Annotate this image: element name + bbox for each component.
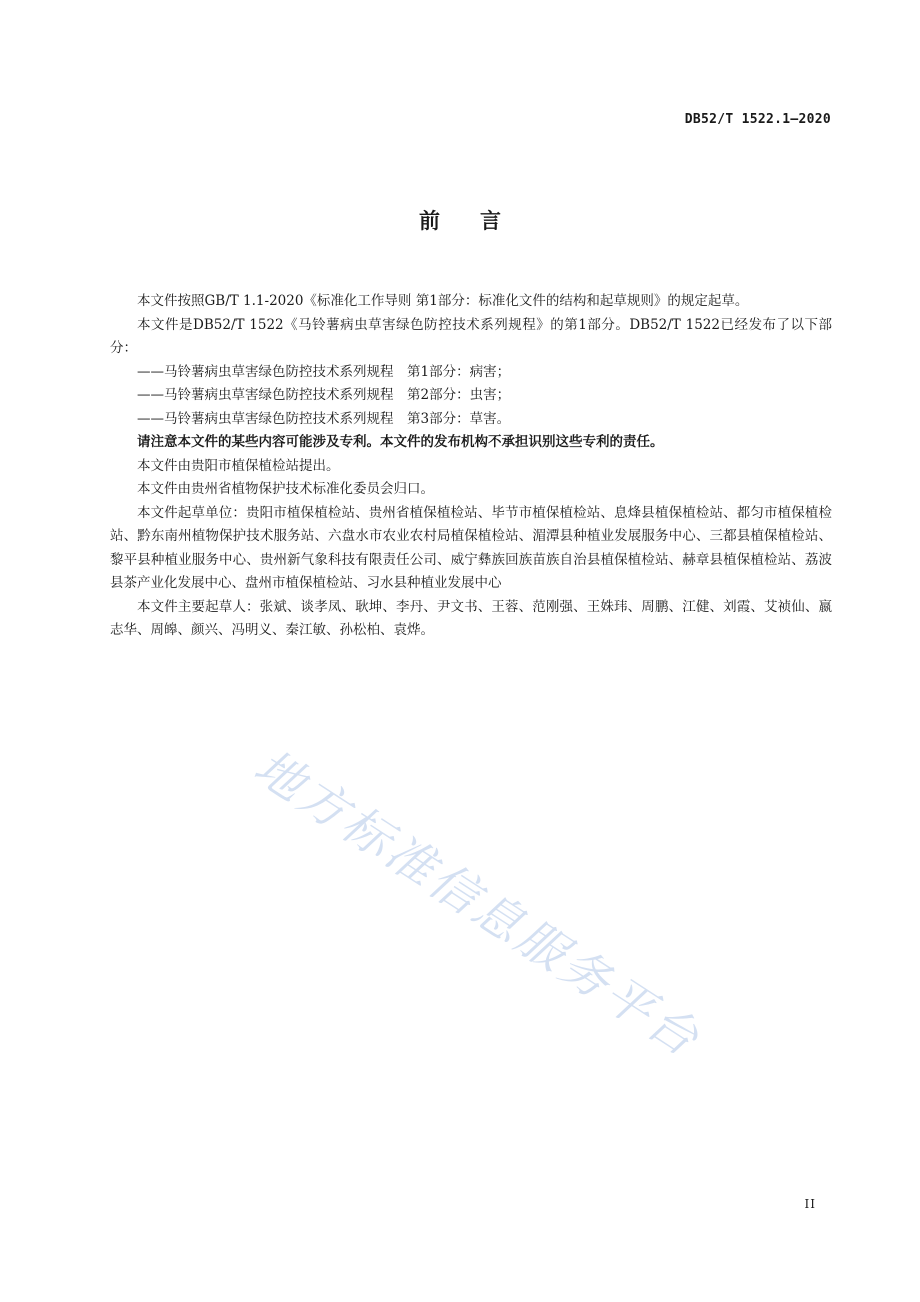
paragraph: 本文件是DB52/T 1522《马铃薯病虫草害绿色防控技术系列规程》的第1部分。DB52/T 1522已经发布了以下部分：: [110, 316, 832, 356]
drafters: 本文件主要起草人：张斌、谈孝凤、耿坤、李丹、尹文书、王蓉、范刚强、王姝玮、周鹏、江健、刘霞、艾祯仙、嬴志华、周皞、颜兴、冯明义、秦江敏、孙松柏、袁烨。: [110, 598, 832, 638]
drafting-units: 本文件起草单位：贵阳市植保植检站、贵州省植保植检站、毕节市植保植检站、息烽县植保植检站、都匀市植保植检站、黔东南州植物保护技术服务站、六盘水市农业农村局植保植检站、湄潭县种植业发展服务中心、三都县植保植检站、黎平县种植业服务中心、贵州新气象科技有限责任公司、威宁彝族回族苗族自治县植保植检站、赫章县植保植检站、荔波县茶产业化发展中心、盘州市植保植检站、习水县种植业发展中心: [110, 504, 832, 591]
paragraph: 本文件按照GB/T 1.1-2020《标准化工作导则 第1部分：标准化文件的结构和起草规则》的规定起草。: [137, 293, 749, 309]
paragraph: 本文件由贵阳市植保植检站提出。: [137, 457, 340, 474]
list-item: ——马铃薯病虫草害绿色防控技术系列规程 第1部分：病害；: [137, 363, 511, 380]
page-title: 前言: [419, 209, 541, 233]
list-item: ——马铃薯病虫草害绿色防控技术系列规程 第2部分：虫害；: [137, 387, 511, 403]
document-code: DB52/T 1522.1—2020: [684, 112, 831, 127]
patent-notice: 请注意本文件的某些内容可能涉及专利。本文件的发布机构不承担识别这些专利的责任。: [137, 434, 664, 450]
paragraph: 本文件由贵州省植物保护技术标准化委员会归口。: [137, 481, 434, 497]
list-item: ——马铃薯病虫草害绿色防控技术系列规程 第3部分：草害。: [137, 410, 511, 427]
watermark: 地方标准信息服务平台: [244, 738, 711, 1069]
page-number: II: [804, 1197, 816, 1211]
document-body: [110, 290, 832, 643]
